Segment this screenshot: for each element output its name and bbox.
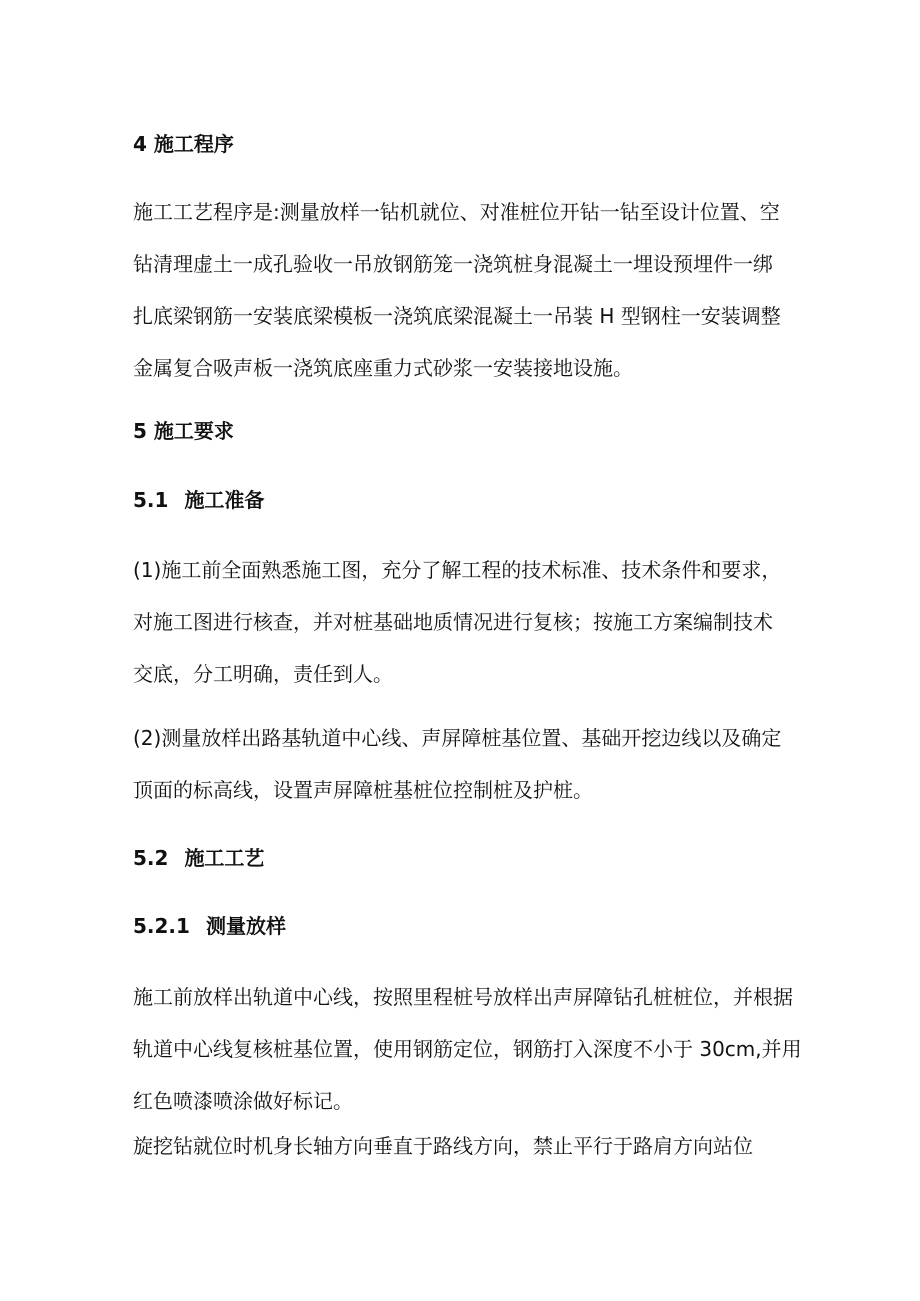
section-title: 测量放样 — [205, 914, 286, 938]
paragraph-line: 施工工艺程序是:测量放样一钻机就位、对准桩位开钻一钻至设计位置、空 — [133, 200, 780, 224]
section-title: 施工程序 — [153, 132, 234, 156]
paragraph-line: 扎底梁钢筋一安装底梁模板一浇筑底梁混凝土一吊装 H 型钢柱一安装调整 — [133, 304, 781, 328]
paragraph-line: 旋挖钻就位时机身长轴方向垂直于路线方向，禁止平行于路肩方向站位 — [133, 1134, 753, 1158]
paragraph-line: 轨道中心线复核桩基位置，使用钢筋定位，钢筋打入深度不小于 30cm,并用 — [133, 1037, 802, 1061]
preparation-item-2 — [133, 712, 798, 816]
section-5-1-heading — [133, 486, 264, 514]
paragraph-line: (2)测量放样出路基轨道中心线、声屏障桩基位置、基础开挖边线以及确定 — [133, 726, 782, 750]
preparation-item-1 — [133, 544, 798, 700]
section-number: 5 — [133, 419, 147, 443]
paragraph-line: 交底，分工明确，责任到人。 — [133, 662, 393, 686]
section-number: 5.1 — [133, 488, 169, 512]
paragraph-line: 顶面的标高线，设置声屏障桩基桩位控制桩及护桩。 — [133, 778, 593, 802]
paragraph-line: 对施工图进行核查，并对桩基础地质情况进行复核；按施工方案编制技术 — [133, 610, 773, 634]
section-title: 施工工艺 — [184, 846, 265, 870]
section-number: 5.2 — [133, 846, 169, 870]
section-4-paragraph — [133, 186, 798, 394]
survey-layout-paragraph — [133, 971, 802, 1127]
section-5-2-heading — [133, 844, 264, 872]
section-title: 施工准备 — [184, 488, 265, 512]
section-4-heading — [133, 130, 234, 158]
section-title: 施工要求 — [153, 419, 234, 443]
paragraph-line: 施工前放样出轨道中心线，按照里程桩号放样出声屏障钻孔桩桩位，并根据 — [133, 985, 793, 1009]
paragraph-line: 金属复合吸声板一浇筑底座重力式砂浆一安装接地设施。 — [133, 356, 633, 380]
paragraph-line: 红色喷漆喷涂做好标记。 — [133, 1089, 353, 1113]
paragraph-line: (1)施工前全面熟悉施工图，充分了解工程的技术标准、技术条件和要求， — [133, 558, 782, 582]
paragraph-line: 钻清理虚土一成孔验收一吊放钢筋笼一浇筑桩身混凝土一埋设预埋件一绑 — [133, 252, 773, 276]
section-number: 4 — [133, 132, 147, 156]
section-number: 5.2.1 — [133, 914, 190, 938]
section-5-2-1-heading — [133, 912, 286, 940]
section-5-heading — [133, 417, 234, 445]
drill-positioning-paragraph — [133, 1120, 798, 1172]
